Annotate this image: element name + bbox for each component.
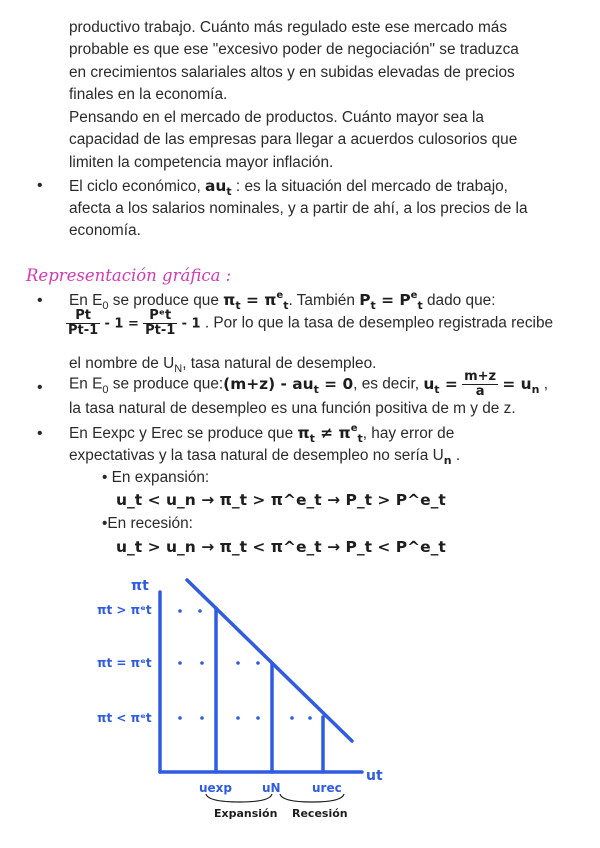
equation-natural-rate: $u_t$ = — [423, 374, 458, 396]
paragraph-2-line-3: limiten la competencia mayor inflación. — [69, 154, 334, 171]
bullet-e0b-line-2: la tasa natural de desempleo es una función positiva de m y de z. — [69, 400, 516, 417]
bullet-marker: • — [37, 379, 43, 396]
tick-label-un: uN — [262, 781, 281, 795]
recession-label: •En recesión: — [102, 515, 193, 532]
tick-label-urec: urec — [312, 781, 342, 795]
y-axis-label: πt — [131, 578, 149, 594]
paragraph-2-line-1: Pensando en el mercado de productos. Cuánto mayor sea la — [69, 109, 484, 126]
row-label-equal: πt = πᵉt — [97, 656, 152, 670]
section-heading: Representación gráfica : — [26, 266, 232, 285]
region-braces — [206, 794, 344, 802]
recession-formula: u_t > u_n → π_t < π^e_t → P_t < P^e_t — [116, 538, 446, 556]
bullet-eexp-line-2: expectativas y la tasa natural de desempleo no sería $U_n$ . — [69, 447, 461, 467]
paragraph-1-line-4: finales en la economía. — [69, 86, 228, 103]
paragraph-1-line-2: probable es que ese "excesivo poder de negociación" se traduzca — [69, 41, 519, 58]
bullet-marker: • — [37, 425, 43, 442]
equation-mz-au: $(m+z) - au_t = 0$ — [223, 374, 354, 396]
fraction-pt-over-pt1: $\frac{Pt}{Pt-1}$ — [68, 308, 99, 338]
cycle-symbol: $au_t$ — [205, 177, 232, 198]
paragraph-2-line-2: capacidad de las empresas para llegar a acuerdos culosorios que — [69, 131, 518, 148]
expansion-formula: u_t < u_n → π_t > π^e_t → P_t > P^e_t — [116, 491, 446, 509]
region-label-recession: Recesión — [292, 807, 348, 820]
paragraph-1-line-1: productivo trabajo. Cuánto más regulado este ese mercado más — [69, 19, 508, 36]
expansion-label: • En expansión: — [102, 469, 210, 486]
equation-pi-equals-pie: $\pi_t = \pi^e_t$ — [223, 290, 289, 312]
row-label-below: πt < πᵉt — [97, 711, 152, 725]
bullet-e0b-line-1: En $E_0$ se produce que:(m+z) - $au_t = 0$, es decir, $u_t$ = $\frac{m+z}{a}$ = $u_n$ , — [69, 369, 549, 399]
bullet-marker: • — [37, 177, 43, 194]
paragraph-1-line-3: en crecimientos salariales altos y en subidas elevadas de precios — [69, 64, 515, 81]
tick-label-uexp: uexp — [199, 781, 233, 795]
region-label-expansion: Expansión — [214, 807, 278, 820]
fraction-mz-over-a: $\frac{m+z}{a}$ — [464, 369, 497, 399]
bullet-cycle-line-3: economía. — [69, 222, 141, 239]
bullet-marker: • — [37, 292, 43, 309]
bullet-cycle-rest: : es la situación del mercado de trabajo, — [235, 178, 508, 195]
bullet-e0-line-1: En $E_0$ se produce que $\pi_t = \pi^e_t$. También $P_t = P^e_t$ dado que: — [69, 290, 496, 312]
equation-p-equals-pe: $P_t = P^e_t$ — [359, 290, 423, 312]
bullet-e0-fraction-line: $\frac{Pt}{Pt-1}$ - 1 = $\frac{\text{Pᵉt}}{Pt-1}$ - 1 . Por lo que la tasa de desempleo registrada recibe — [68, 308, 554, 338]
dotted-guides — [178, 609, 312, 720]
x-axis-label: ut — [366, 768, 383, 784]
bullet-eexp-line-1: En Eexpc y Erec se produce que $\pi_t \ne \pi^e_t$, hay error de — [69, 423, 455, 445]
bullet-e0-line-3: el nombre de $U_N$, tasa natural de desempleo. — [69, 355, 377, 375]
fraction-pet-over-pt1: $\frac{\text{Pᵉt}}{Pt-1}$ — [145, 308, 176, 338]
bullet-cycle-line-2: afecta a los salarios nominales, y a partir de ahí, a los precios de la — [69, 200, 528, 217]
row-label-above: πt > πᵉt — [97, 603, 152, 617]
equation-pi-not-equal-pie: $\pi_t \ne \pi^e_t$ — [297, 423, 363, 445]
bullet-cycle-lead: El ciclo económico, — [69, 178, 201, 195]
phillips-curve-line — [187, 580, 352, 741]
